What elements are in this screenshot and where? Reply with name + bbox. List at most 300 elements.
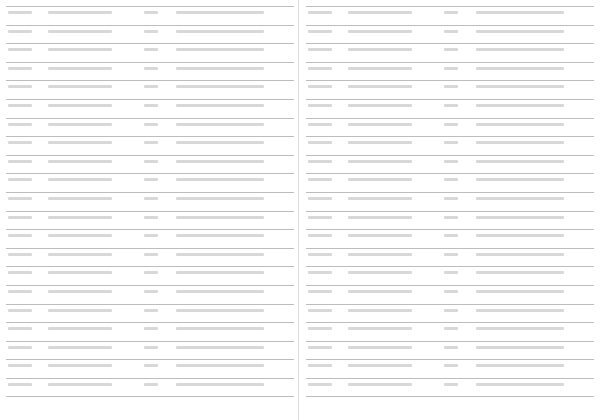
table-row [306,174,594,193]
text-placeholder [144,346,158,349]
text-placeholder [348,364,412,367]
text-placeholder [308,234,332,237]
cell-code [142,7,174,26]
text-placeholder [8,309,32,312]
text-placeholder [144,48,158,51]
text-placeholder [444,48,458,51]
table-row [6,192,294,211]
text-placeholder [48,48,112,51]
text-placeholder [444,234,458,237]
cell-desc [174,285,294,304]
text-placeholder [444,30,458,33]
cell-code [142,25,174,44]
cell-num [6,360,46,379]
table-row [6,137,294,156]
text-placeholder [48,141,112,144]
text-placeholder [144,67,158,70]
text-placeholder [8,104,32,107]
text-placeholder [144,383,158,386]
table-row [306,7,594,26]
table-row [306,360,594,379]
text-placeholder [8,290,32,293]
cell-num [6,230,46,249]
text-placeholder [176,197,264,200]
cell-name [346,230,442,249]
page-left [6,6,294,401]
table-row [6,341,294,360]
text-placeholder [48,383,112,386]
cell-desc [174,7,294,26]
text-placeholder [8,11,32,14]
cell-num [306,248,346,267]
cell-num [6,267,46,286]
cell-desc [474,155,594,174]
cell-num [306,230,346,249]
text-placeholder [348,178,412,181]
text-placeholder [144,11,158,14]
cell-name [46,137,142,156]
text-placeholder [144,85,158,88]
table-row [6,99,294,118]
cell-desc [174,155,294,174]
text-placeholder [308,290,332,293]
text-placeholder [48,67,112,70]
cell-code [442,378,474,397]
cell-code [442,137,474,156]
cell-desc [174,323,294,342]
cell-desc [474,81,594,100]
cell-name [46,99,142,118]
cell-desc [474,285,594,304]
text-placeholder [476,178,564,181]
cell-name [346,248,442,267]
text-placeholder [8,67,32,70]
text-placeholder [476,290,564,293]
text-placeholder [144,309,158,312]
text-placeholder [176,11,264,14]
cell-desc [174,304,294,323]
text-placeholder [308,364,332,367]
text-placeholder [444,11,458,14]
text-placeholder [308,30,332,33]
table-row [6,81,294,100]
table-row [306,118,594,137]
text-placeholder [48,346,112,349]
cell-desc [474,118,594,137]
text-placeholder [476,141,564,144]
cell-code [142,285,174,304]
cell-desc [474,378,594,397]
cell-name [346,81,442,100]
cell-desc [474,62,594,81]
cell-num [6,62,46,81]
cell-name [46,62,142,81]
cell-name [46,25,142,44]
cell-num [6,304,46,323]
text-placeholder [348,85,412,88]
text-placeholder [476,67,564,70]
cell-desc [474,323,594,342]
cell-name [46,248,142,267]
text-placeholder [476,309,564,312]
cell-num [6,285,46,304]
table-row [306,267,594,286]
text-placeholder [444,123,458,126]
table-row [306,99,594,118]
cell-desc [474,99,594,118]
cell-code [442,99,474,118]
text-placeholder [48,327,112,330]
text-placeholder [8,85,32,88]
text-placeholder [176,327,264,330]
cell-num [6,99,46,118]
text-placeholder [476,234,564,237]
text-placeholder [48,290,112,293]
cell-name [346,192,442,211]
text-placeholder [476,197,564,200]
text-placeholder [348,160,412,163]
cell-num [306,155,346,174]
cell-name [346,7,442,26]
cell-num [306,118,346,137]
cell-code [442,25,474,44]
text-placeholder [176,309,264,312]
cell-desc [174,174,294,193]
cell-num [6,25,46,44]
text-placeholder [348,30,412,33]
cell-num [306,174,346,193]
cell-name [346,211,442,230]
cell-num [6,174,46,193]
cell-desc [174,99,294,118]
cell-name [346,285,442,304]
text-placeholder [8,123,32,126]
cell-code [442,304,474,323]
table-row [6,174,294,193]
text-placeholder [476,216,564,219]
text-placeholder [48,104,112,107]
text-placeholder [8,271,32,274]
text-placeholder [308,271,332,274]
text-placeholder [444,346,458,349]
text-placeholder [8,178,32,181]
text-placeholder [348,309,412,312]
cell-code [442,230,474,249]
text-placeholder [476,11,564,14]
text-placeholder [348,271,412,274]
cell-name [346,323,442,342]
cell-num [306,7,346,26]
text-placeholder [176,104,264,107]
table-row [6,211,294,230]
register-table-left [6,6,294,397]
cell-desc [474,192,594,211]
table-row [306,192,594,211]
cell-code [142,304,174,323]
cell-num [6,44,46,63]
text-placeholder [176,85,264,88]
cell-name [46,304,142,323]
page-right [306,6,594,401]
cell-desc [174,192,294,211]
text-placeholder [48,309,112,312]
cell-code [442,360,474,379]
cell-num [306,341,346,360]
cell-num [306,267,346,286]
text-placeholder [308,67,332,70]
text-placeholder [444,178,458,181]
text-placeholder [176,383,264,386]
text-placeholder [8,141,32,144]
text-placeholder [8,216,32,219]
table-row [306,323,594,342]
text-placeholder [48,253,112,256]
cell-name [346,137,442,156]
text-placeholder [444,383,458,386]
text-placeholder [308,160,332,163]
cell-code [142,174,174,193]
cell-code [142,137,174,156]
cell-code [442,81,474,100]
cell-code [442,62,474,81]
table-row [306,304,594,323]
cell-code [442,44,474,63]
cell-num [6,323,46,342]
text-placeholder [144,197,158,200]
text-placeholder [308,104,332,107]
text-placeholder [348,216,412,219]
text-placeholder [348,67,412,70]
table-row [6,25,294,44]
cell-code [442,118,474,137]
cell-name [46,285,142,304]
cell-num [306,360,346,379]
cell-num [6,7,46,26]
cell-code [142,155,174,174]
cell-name [46,378,142,397]
text-placeholder [8,253,32,256]
cell-name [346,378,442,397]
text-placeholder [444,216,458,219]
cell-desc [474,44,594,63]
cell-num [306,137,346,156]
text-placeholder [476,327,564,330]
table-row [6,7,294,26]
text-placeholder [308,123,332,126]
cell-code [442,211,474,230]
cell-name [346,99,442,118]
text-placeholder [176,123,264,126]
cell-num [306,285,346,304]
cell-num [6,211,46,230]
cell-name [46,267,142,286]
text-placeholder [476,48,564,51]
cell-desc [174,25,294,44]
cell-code [142,118,174,137]
text-placeholder [144,141,158,144]
text-placeholder [308,383,332,386]
text-placeholder [48,85,112,88]
cell-num [6,341,46,360]
cell-code [442,155,474,174]
cell-name [46,44,142,63]
text-placeholder [348,234,412,237]
cell-code [142,341,174,360]
cell-num [306,323,346,342]
cell-code [142,248,174,267]
text-placeholder [8,48,32,51]
cell-desc [174,211,294,230]
cell-num [6,378,46,397]
text-placeholder [308,48,332,51]
text-placeholder [176,290,264,293]
text-placeholder [176,30,264,33]
cell-name [46,341,142,360]
text-placeholder [444,85,458,88]
text-placeholder [48,234,112,237]
text-placeholder [144,178,158,181]
text-placeholder [144,123,158,126]
text-placeholder [48,197,112,200]
cell-num [306,99,346,118]
table-row [6,62,294,81]
text-placeholder [476,346,564,349]
table-row [306,285,594,304]
text-placeholder [8,327,32,330]
text-placeholder [444,67,458,70]
cell-code [142,44,174,63]
text-placeholder [308,141,332,144]
cell-num [6,192,46,211]
cell-desc [474,25,594,44]
text-placeholder [348,141,412,144]
cell-name [46,323,142,342]
text-placeholder [8,30,32,33]
table-row [6,360,294,379]
table-row [6,155,294,174]
text-placeholder [348,383,412,386]
cell-name [46,174,142,193]
cell-num [6,137,46,156]
cell-desc [174,44,294,63]
text-placeholder [308,178,332,181]
text-placeholder [348,48,412,51]
cell-name [346,155,442,174]
cell-num [306,192,346,211]
cell-num [6,118,46,137]
text-placeholder [476,271,564,274]
cell-num [306,378,346,397]
table-row [306,341,594,360]
cell-code [142,267,174,286]
cell-name [46,155,142,174]
text-placeholder [176,216,264,219]
table-row [306,62,594,81]
table-row [6,323,294,342]
text-placeholder [348,253,412,256]
text-placeholder [48,216,112,219]
cell-desc [474,7,594,26]
cell-desc [174,118,294,137]
text-placeholder [144,364,158,367]
text-placeholder [176,234,264,237]
cell-code [442,285,474,304]
text-placeholder [476,253,564,256]
cell-code [142,192,174,211]
cell-num [306,211,346,230]
cell-name [46,118,142,137]
cell-name [46,211,142,230]
cell-name [46,230,142,249]
text-placeholder [8,234,32,237]
cell-name [346,341,442,360]
cell-name [346,62,442,81]
cell-desc [474,211,594,230]
text-placeholder [48,30,112,33]
cell-code [442,248,474,267]
cell-desc [174,267,294,286]
text-placeholder [48,178,112,181]
cell-num [6,155,46,174]
cell-desc [474,341,594,360]
text-placeholder [308,346,332,349]
table-row [6,378,294,397]
text-placeholder [476,160,564,163]
cell-name [346,360,442,379]
cell-code [142,360,174,379]
text-placeholder [8,364,32,367]
text-placeholder [444,327,458,330]
table-row [306,137,594,156]
cell-num [306,81,346,100]
cell-num [6,81,46,100]
text-placeholder [176,253,264,256]
cell-desc [174,248,294,267]
cell-name [346,118,442,137]
text-placeholder [8,160,32,163]
text-placeholder [144,253,158,256]
text-placeholder [348,123,412,126]
cell-name [46,192,142,211]
text-placeholder [48,123,112,126]
cell-num [306,304,346,323]
cell-code [442,341,474,360]
text-placeholder [8,346,32,349]
text-placeholder [476,383,564,386]
table-row [6,230,294,249]
table-row [306,44,594,63]
cell-code [442,323,474,342]
text-placeholder [348,104,412,107]
text-placeholder [476,30,564,33]
text-placeholder [348,197,412,200]
text-placeholder [476,85,564,88]
cell-desc [174,62,294,81]
cell-code [142,211,174,230]
table-row [6,267,294,286]
cell-desc [174,81,294,100]
table-row [306,25,594,44]
text-placeholder [476,104,564,107]
cell-desc [474,137,594,156]
text-placeholder [348,11,412,14]
page-gutter [298,0,299,420]
text-placeholder [176,160,264,163]
text-placeholder [308,253,332,256]
table-row [306,81,594,100]
table-row [6,248,294,267]
text-placeholder [444,141,458,144]
